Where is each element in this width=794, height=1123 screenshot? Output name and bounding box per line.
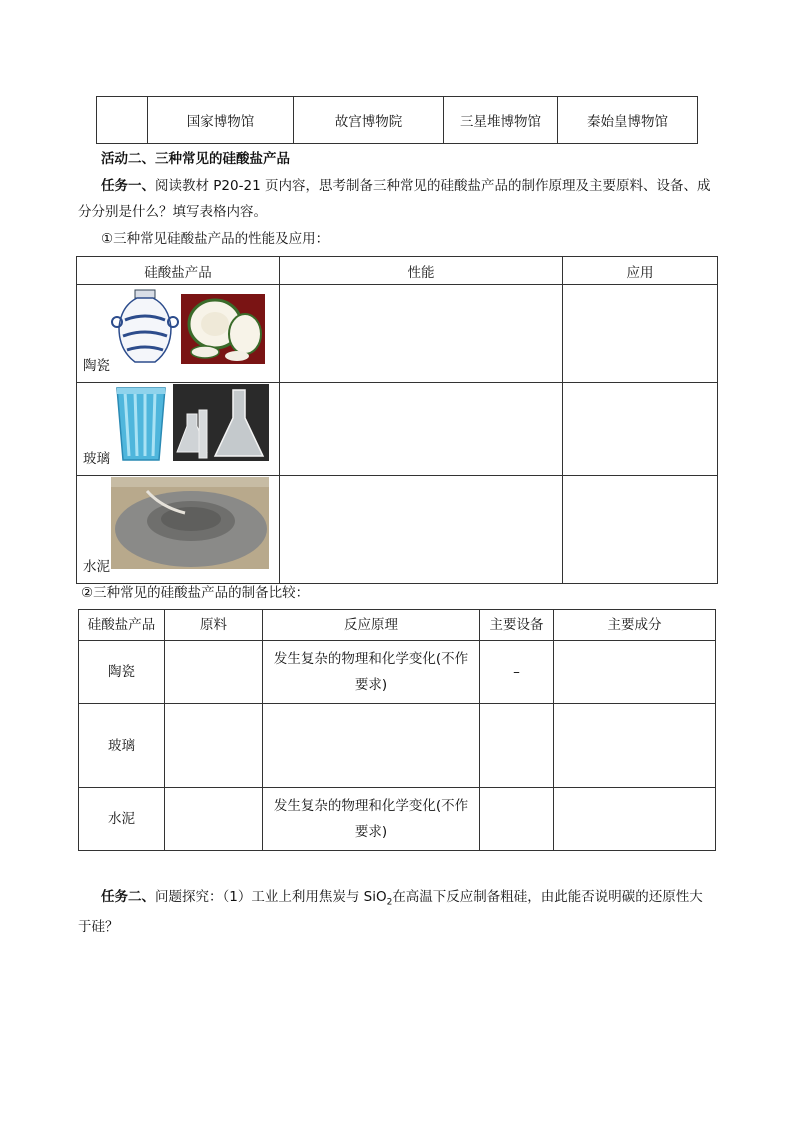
product-cell: 玻璃 (79, 704, 165, 788)
task1-text-line2: 分分别是什么？填写表格内容。 (78, 204, 267, 220)
principle-line: 要求) (354, 824, 388, 840)
principle-cell (263, 788, 480, 851)
product-label: 玻璃 (83, 451, 110, 467)
product-label: 陶瓷 (83, 358, 110, 374)
flasks-image (173, 384, 269, 461)
product-cell (77, 476, 280, 584)
cement-image (111, 477, 269, 569)
glass-cup-image (113, 386, 169, 463)
principle-line: 发生复杂的物理和化学变化(不作 (273, 651, 469, 667)
museum-cell: 故宫博物院 (294, 97, 444, 144)
header-cell: 主要设备 (480, 610, 554, 641)
principle-cell (263, 641, 480, 704)
raw-material-cell[interactable] (165, 704, 263, 788)
section2-title: ②三种常见的硅酸盐产品的制备比较： (81, 585, 310, 601)
museum-table (96, 96, 698, 144)
performance-cell[interactable] (280, 383, 563, 476)
product-cell: 陶瓷 (79, 641, 165, 704)
task1-paragraph (101, 176, 710, 196)
composition-cell[interactable] (554, 704, 716, 788)
table-row (79, 704, 716, 788)
table-row (77, 285, 718, 383)
activity-title: 活动二、三种常见的硅酸盐产品 (101, 151, 290, 167)
header-cell: 硅酸盐产品 (79, 610, 165, 641)
task2-paragraph (101, 887, 703, 913)
product-cell: 水泥 (79, 788, 165, 851)
principle-line: 发生复杂的物理和化学变化(不作 (273, 798, 469, 814)
subscript: 2 (386, 897, 393, 908)
composition-cell[interactable] (554, 788, 716, 851)
raw-material-cell[interactable] (165, 788, 263, 851)
task1-lead: 任务一、 (101, 178, 155, 194)
header-cell: 硅酸盐产品 (77, 257, 280, 285)
table-row (77, 383, 718, 476)
header-cell: 反应原理 (263, 610, 480, 641)
application-cell[interactable] (563, 285, 718, 383)
museum-empty-cell (97, 97, 148, 144)
performance-cell[interactable] (280, 476, 563, 584)
table-row (77, 476, 718, 584)
preparation-table (78, 609, 716, 851)
tableware-image (181, 294, 265, 364)
museum-cell: 国家博物馆 (148, 97, 294, 144)
equipment-cell[interactable] (480, 704, 554, 788)
header-cell: 应用 (563, 257, 718, 285)
application-cell[interactable] (563, 383, 718, 476)
equipment-cell: – (480, 641, 554, 704)
principle-cell[interactable] (263, 704, 480, 788)
principle-line: 要求) (354, 677, 388, 693)
composition-cell[interactable] (554, 641, 716, 704)
header-cell: 性能 (280, 257, 563, 285)
task2-text-a: 问题探究：（1）工业上利用焦炭与 SiO (155, 889, 387, 905)
museum-cell: 秦始皇博物馆 (558, 97, 698, 144)
porcelain-vase-image (111, 288, 179, 366)
application-cell[interactable] (563, 476, 718, 584)
task2-text-b: 在高温下反应制备粗硅，由此能否说明碳的还原性大 (392, 889, 703, 905)
properties-table (76, 256, 718, 584)
task1-text: 阅读教材 P20-21 页内容，思考制备三种常见的硅酸盐产品的制作原理及主要原料、设备、成 (155, 178, 711, 194)
performance-cell[interactable] (280, 285, 563, 383)
section1-title: ①三种常见硅酸盐产品的性能及应用： (101, 231, 330, 247)
equipment-cell[interactable] (480, 788, 554, 851)
table-row (79, 788, 716, 851)
header-cell: 原料 (165, 610, 263, 641)
raw-material-cell[interactable] (165, 641, 263, 704)
product-cell (77, 383, 280, 476)
task2-text-line2: 于硅？ (78, 919, 119, 935)
task2-lead: 任务二、 (101, 889, 155, 905)
product-cell (77, 285, 280, 383)
product-label: 水泥 (83, 559, 110, 575)
header-cell: 主要成分 (554, 610, 716, 641)
museum-cell: 三星堆博物馆 (444, 97, 558, 144)
table-row (79, 641, 716, 704)
